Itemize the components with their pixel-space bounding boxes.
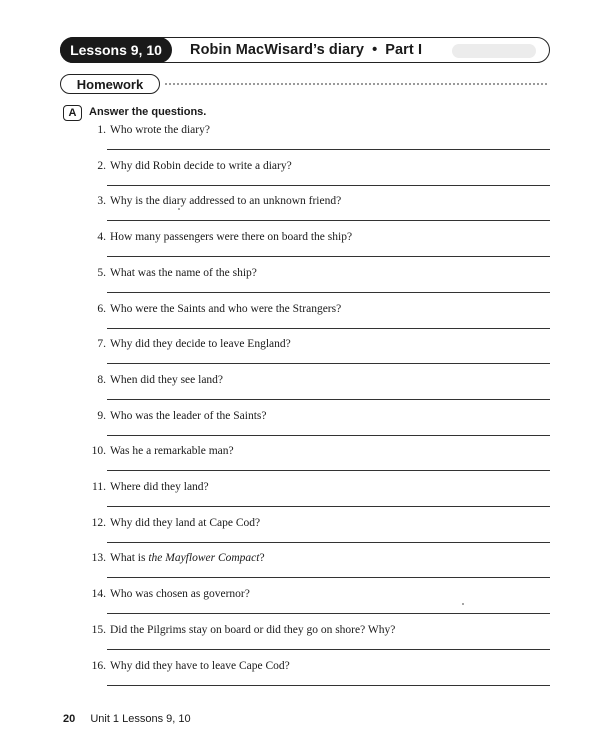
question-item — [90, 195, 550, 230]
answer-line[interactable] — [107, 292, 550, 293]
answer-line[interactable] — [107, 328, 550, 329]
question-number: 12. — [91, 516, 106, 529]
question-item — [90, 374, 550, 409]
question-text — [90, 517, 260, 529]
question-number: 5. — [97, 266, 106, 279]
question-body: When did they see land? — [110, 373, 224, 386]
question-italic: the Mayflower Compact — [148, 552, 260, 565]
answer-line[interactable] — [107, 256, 550, 257]
question-text — [90, 552, 265, 564]
title-part: Part I — [385, 42, 423, 58]
question-item — [90, 410, 550, 445]
question-text — [90, 588, 250, 600]
question-text — [90, 624, 395, 636]
question-number: 2. — [97, 159, 106, 172]
question-body: What was the name of the ship? — [110, 266, 257, 279]
question-text — [90, 445, 234, 457]
answer-line[interactable] — [107, 149, 550, 150]
question-body: Who was the leader of the Saints? — [110, 409, 267, 422]
question-body: Who was chosen as governor? — [110, 588, 250, 601]
question-body: Why did Robin decide to write a diary? — [110, 159, 292, 172]
question-item — [90, 445, 550, 480]
answer-line[interactable] — [107, 542, 550, 543]
question-number: 9. — [97, 409, 106, 422]
page-number: 20 — [63, 713, 76, 725]
question-number: 4. — [97, 231, 106, 244]
question-number: 10. — [91, 445, 106, 458]
title-text: Robin MacWisard’s diary — [190, 42, 365, 58]
question-item — [90, 231, 550, 266]
question-item — [90, 481, 550, 516]
question-body: Who were the Saints and who were the Strangers? — [110, 302, 342, 315]
question-item — [90, 267, 550, 302]
question-text — [90, 267, 257, 279]
question-item — [90, 517, 550, 552]
answer-line[interactable] — [107, 577, 550, 578]
section-a-instruction: Answer the questions. — [89, 106, 207, 118]
answer-line[interactable] — [107, 649, 550, 650]
title-bullet: • — [372, 42, 378, 58]
question-text — [90, 231, 352, 243]
question-number: 16. — [91, 659, 106, 672]
question-item — [90, 660, 550, 695]
question-text — [90, 160, 292, 172]
question-text — [90, 374, 223, 386]
question-number: 1. — [97, 124, 106, 136]
question-text — [90, 481, 209, 493]
question-number: 3. — [97, 195, 106, 208]
question-body: Was he a remarkable man? — [110, 445, 234, 458]
footer-label: Unit 1 Lessons 9, 10 — [90, 713, 191, 725]
question-item — [90, 303, 550, 338]
section-a-badge: A — [63, 105, 82, 121]
answer-line[interactable] — [107, 613, 550, 614]
answer-line[interactable] — [107, 363, 550, 364]
question-body: Why is the diary addressed to an unknown friend? — [110, 195, 342, 208]
question-item — [90, 552, 550, 587]
question-body: What is — [110, 552, 149, 565]
answer-line[interactable] — [107, 220, 550, 221]
question-item — [90, 160, 550, 195]
question-body: How many passengers were there on board the ship? — [110, 231, 353, 244]
question-number: 7. — [97, 338, 106, 351]
question-item — [90, 338, 550, 373]
question-body: Where did they land? — [110, 481, 209, 493]
question-text — [90, 660, 290, 672]
question-text — [90, 410, 266, 422]
question-body: Why did they decide to leave England? — [110, 338, 291, 351]
print-speck — [178, 208, 180, 210]
question-item — [90, 624, 550, 659]
question-number: 13. — [91, 552, 106, 565]
answer-line[interactable] — [107, 185, 550, 186]
print-speck — [462, 603, 464, 605]
question-number: 6. — [97, 302, 106, 315]
question-item — [90, 124, 550, 159]
answer-line[interactable] — [107, 470, 550, 471]
question-body: Who wrote the diary? — [110, 124, 210, 136]
answer-line[interactable] — [107, 435, 550, 436]
question-body: Why did they land at Cape Cod? — [110, 516, 261, 529]
question-item — [90, 588, 550, 623]
question-body: Did the Pilgrims stay on board or did they go on shore? Why? — [110, 623, 396, 636]
section-label: Homework — [60, 74, 160, 94]
question-text — [90, 338, 291, 350]
question-text — [90, 303, 341, 315]
question-text — [90, 124, 210, 136]
lesson-label: Lessons 9, 10 — [60, 37, 172, 63]
question-number: 15. — [91, 623, 106, 636]
answer-line[interactable] — [107, 399, 550, 400]
page-footer — [63, 713, 191, 725]
question-number: 14. — [91, 588, 106, 601]
answer-line[interactable] — [107, 506, 550, 507]
question-text — [90, 195, 341, 207]
question-number: 11. — [92, 481, 106, 493]
question-body: Why did they have to leave Cape Cod? — [110, 659, 290, 672]
question-number: 8. — [97, 373, 106, 386]
question-suffix: ? — [259, 552, 265, 565]
answer-line[interactable] — [107, 685, 550, 686]
